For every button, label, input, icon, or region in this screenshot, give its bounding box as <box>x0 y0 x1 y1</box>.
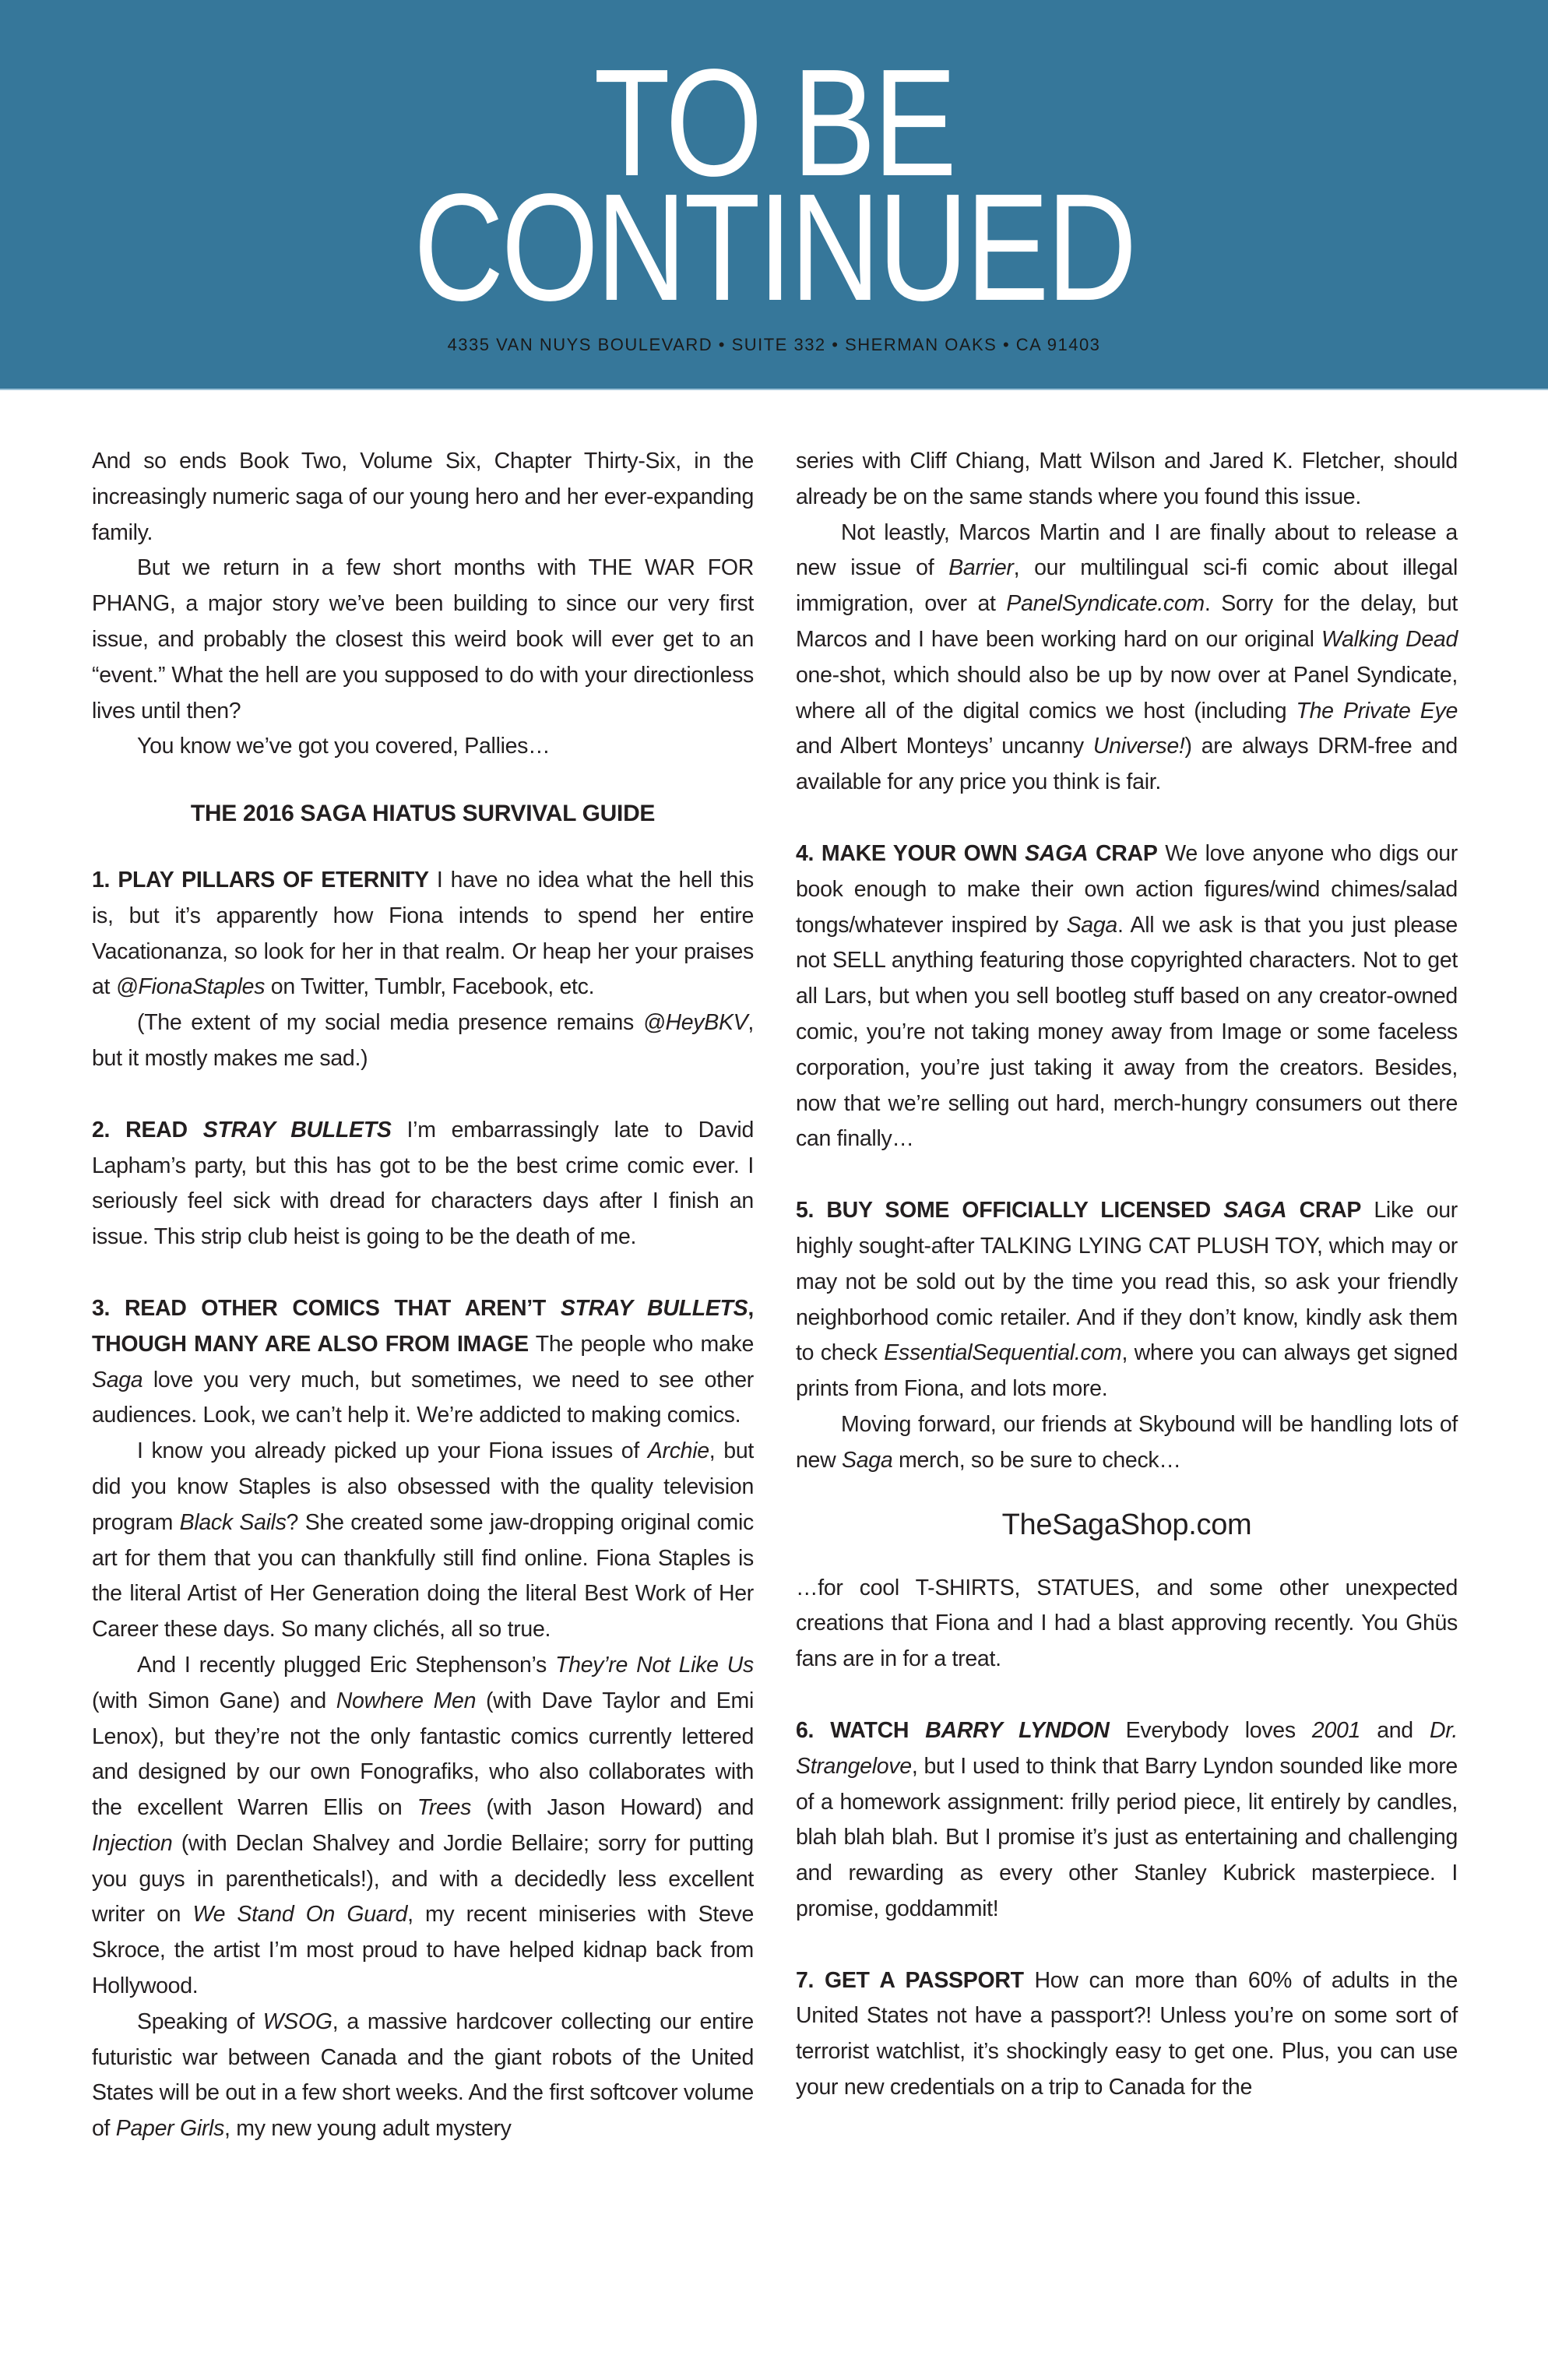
right-column <box>796 444 1458 2106</box>
item-5-paragraph-2: Moving forward, our friends at Skybound will be handling lots of new Saga merch, so be sure to check… <box>796 1411 1458 1473</box>
left-column <box>92 444 754 2147</box>
page-title-line-1: TO BE <box>593 37 955 208</box>
item-7: 7. GET A PASSPORT How can more than 60% of adults in the United States not have a passport?! Unless you’re on some sort of terrorist watchlist, it’s shockingly easy to get one. Plus, you can use your new credentials on a trip to Canada for the <box>796 1967 1458 2100</box>
item-3-continued: series with Cliff Chiang, Matt Wilson and Jared K. Fletcher, should already be on the same stands where you found this issue. <box>796 449 1458 509</box>
item-2: 2. READ STRAY BULLETS I’m embarrassingly late to David Lapham’s party, but this has got to be the best crime comic ever. I seriously feel sick with dread for characters days after I finish an issue. This strip club heist is going to be the death of me. <box>92 1117 754 1250</box>
item-7-heading: 7. GET A PASSPORT <box>796 1967 1024 1993</box>
essential-sequential-link: EssentialSequential.com <box>884 1340 1122 1366</box>
header-banner <box>0 0 1548 390</box>
saga-shop-url: TheSagaShop.com <box>1001 1508 1252 1541</box>
page-title-line-2: CONTINUED <box>413 162 1135 333</box>
twitter-handle-fiona: @FionaStaples <box>115 974 266 1000</box>
item-3-paragraph-2: I know you already picked up your Fiona issues of Archie, but did you know Staples is also obsessed with the quality television program Black Sails? She created some jaw-dropping original comic art for them that you can thankfully still find online. Fiona Staples is the literal Artist of Her Generation doing the literal Best Work of Her Career these days. So many clichés, all so true. <box>92 1438 754 1642</box>
item-5-heading: 5. BUY SOME OFFICIALLY LICENSED SAGA CRAP <box>796 1198 1362 1223</box>
item-3-paragraph-4: Speaking of WSOG, a massive hardcover collecting our entire futuristic war between Canada and the giant robots of the United States will be out in a few short weeks. And the first softcover volume of Paper Girls, my new young adult mystery <box>92 2009 754 2142</box>
panel-syndicate-link: PanelSyndicate.com <box>1006 591 1205 617</box>
item-5: 5. BUY SOME OFFICIALLY LICENSED SAGA CRAP Like our highly sought-after TALKING LYING CAT PLUSH TOY, which may or may not be sold out by the time you read this, so ask your friendly neighborhood comic retailer. And if they don’t know, kindly ask them to check EssentialSequential.com, where you can always get signed prints from Fiona, and lots more. <box>796 1198 1458 1402</box>
item-1-paragraph-2: (The extent of my social media presence remains @HeyBKV, but it mostly makes me sad.) <box>92 1010 754 1071</box>
item-1: 1. PLAY PILLARS OF ETERNITY I have no idea what the hell this is, but it’s apparently how Fiona intends to spend her entire Vacationanza, so look for her in that realm. Or heap her your praises at @FionaStaples on Twitter, Tumblr, Facebook, etc. <box>92 867 754 1000</box>
mailing-address: 4335 VAN NUYS BOULEVARD • SUITE 332 • SHERMAN OAKS • CA 91403 <box>447 335 1101 354</box>
item-3-paragraph-3: And I recently plugged Eric Stephenson’s They’re Not Like Us (with Simon Gane) and Nowhere Men (with Dave Taylor and Emi Lenox), but they’re not the only fantastic comics currently lettered and designed by our own Fonografiks, who also collaborates with the excellent Warren Ellis on Trees (with Jason Howard) and Injection (with Declan Shalvey and Jordie Bellaire; sorry for putting you guys in parentheticals!), and with a decidedly less excellent writer on We Stand On Guard, my recent miniseries with Steve Skroce, the artist I’m most proud to have helped kidnap back from Hollywood. <box>92 1652 754 1999</box>
item-6: 6. WATCH BARRY LYNDON Everybody loves 2001 and Dr. Strangelove, but I used to think that Barry Lyndon sounded like more of a homework assignment: frilly period piece, lit entirely by candles, blah blah blah. But I promise it’s just as entertaining and challenging and rewarding as every other Stanley Kubrick masterpiece. I promise, goddammit! <box>796 1717 1458 1921</box>
item-5-paragraph-3: …for cool T-SHIRTS, STATUES, and some other unexpected creations that Fiona and I had a blast approving recently. You Ghüs fans are in for a treat. <box>796 1575 1458 1672</box>
item-6-heading: 6. WATCH BARRY LYNDON <box>796 1717 1110 1743</box>
item-3: 3. READ OTHER COMICS THAT AREN’T STRAY BULLETS, THOUGH MANY ARE ALSO FROM IMAGE The people who make Saga love you very much, but sometimes, we need to see other audiences. Look, we can’t help it. We’re addicted to making comics. <box>92 1295 754 1428</box>
twitter-handle-bkv: @HeyBKV <box>642 1010 748 1036</box>
intro-paragraph-2: But we return in a few short months with THE WAR FOR PHANG, a major story we’ve been building to since our very first issue, and probably the closest this weird book will ever get to an “event.” What the hell are you supposed to do with your directionless lives until then? <box>92 555 754 724</box>
item-1-heading: 1. PLAY PILLARS OF ETERNITY <box>92 867 429 892</box>
item-2-heading: 2. READ STRAY BULLETS <box>92 1117 392 1142</box>
intro-paragraph-1: And so ends Book Two, Volume Six, Chapter Thirty-Six, in the increasingly numeric saga of our young hero and her ever-expanding family. <box>92 449 754 545</box>
item-4: 4. MAKE YOUR OWN SAGA CRAP We love anyone who digs our book enough to make their own action figures/wind chimes/salad tongs/whatever inspired by Saga. All we ask is that you just please not SELL anything featuring those copyrighted characters. Not to get all Lars, but when you sell bootleg stuff based on any creator-owned comic, you’re not taking money away from Image or some faceless corporation, you’re just taking it away from the creators. Besides, now that we’re selling out hard, merch-hungry consumers out there can finally… <box>796 840 1458 1152</box>
intro-paragraph-3: You know we’ve got you covered, Pallies… <box>137 734 551 759</box>
item-3-continued-paragraph-2: Not leastly, Marcos Martin and I are finally about to release a new issue of Barrier, our multilingual sci-fi comic about illegal immigration, over at PanelSyndicate.com. Sorry for the delay, but Marcos and I have been working hard on our original Walking Dead one-shot, which should also be up by now over at Panel Syndicate, where all of the digital comics we host (including The Private Eye and Albert Monteys’ uncanny Universe!) are always DRM-free and available for any price you think is fair. <box>796 519 1458 795</box>
guide-title: THE 2016 SAGA HIATUS SURVIVAL GUIDE <box>190 801 656 827</box>
item-4-heading: 4. MAKE YOUR OWN SAGA CRAP <box>796 840 1158 866</box>
item-3-heading: 3. READ OTHER COMICS THAT AREN’T STRAY BULLETS, THOUGH MANY ARE ALSO FROM IMAGE <box>92 1295 754 1357</box>
